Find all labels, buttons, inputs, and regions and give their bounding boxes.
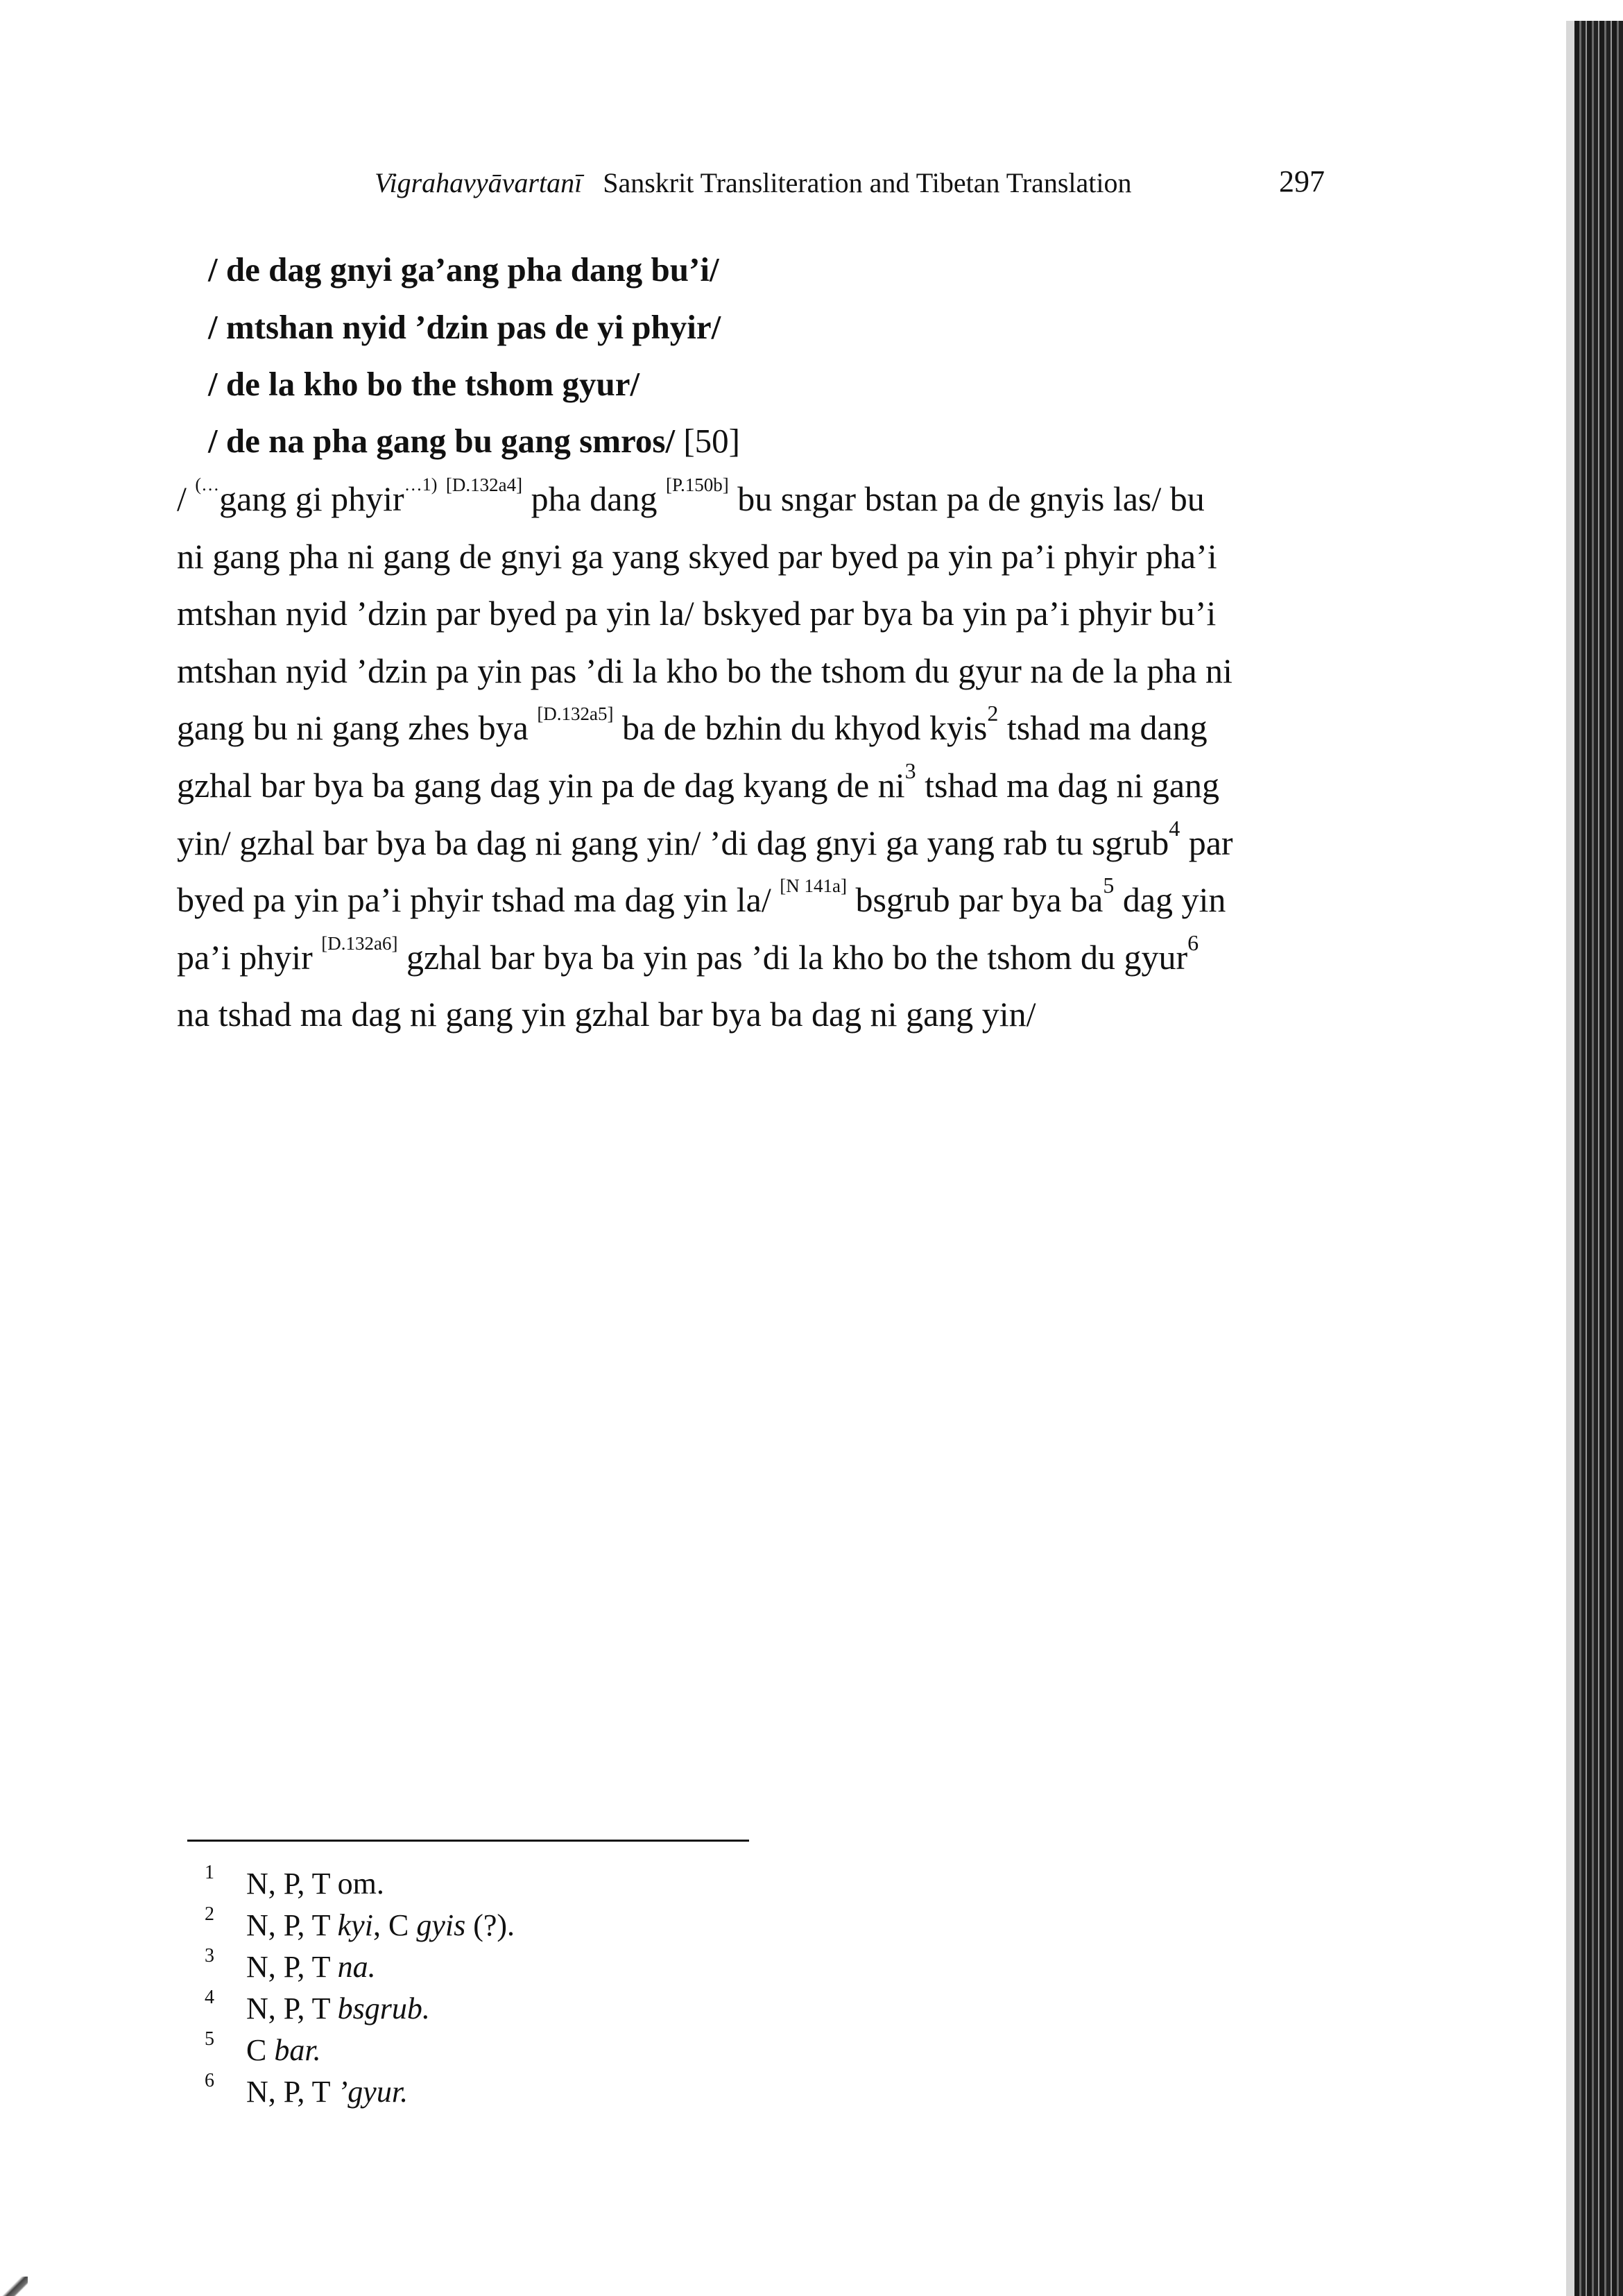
footnote-text: N, P, T	[246, 1991, 338, 2025]
footnote-text: N, P, T	[246, 1908, 338, 1942]
text: par	[1180, 823, 1233, 862]
verse-line-2: / mtshan nyid ’dzin pas de yi phyir/	[208, 308, 721, 346]
folio-marker: [D.132a6]	[321, 933, 398, 954]
commentary-line-9	[177, 930, 1387, 977]
commentary-line-4: mtshan nyid ’dzin pa yin pas ’di la kho bo the tshom du gyur na de la pha ni	[177, 651, 1233, 690]
footnote-text: N, P, T	[246, 1950, 338, 1984]
footnote-ref[interactable]: 6	[1187, 930, 1199, 955]
footnote-number: 3	[205, 1945, 214, 1967]
footnote-text: (?).	[465, 1908, 515, 1942]
folio-marker: [D.132a5]	[537, 703, 614, 724]
footnote-number: 5	[205, 2028, 214, 2050]
commentary-line-2: ni gang pha ni gang de gnyi ga yang skyed par byed pa yin pa’i phyir pha’i	[177, 537, 1217, 576]
footnote-1	[205, 1862, 384, 1901]
text: pha dang	[522, 479, 666, 518]
footnote-text: N, P, T	[246, 2075, 338, 2109]
footnote-6	[205, 2070, 409, 2109]
text: bu sngar bstan pa de gnyis las/ bu	[728, 479, 1205, 518]
footnote-variant: kyi	[337, 1908, 373, 1942]
footnote-ref[interactable]: 4	[1169, 816, 1180, 841]
footnote-text: C	[246, 2033, 275, 2067]
text: byed pa yin pa’i phyir tshad ma dag yin la/	[177, 880, 780, 919]
text: bsgrub par bya ba	[846, 880, 1104, 919]
book-binding-edge	[1574, 21, 1623, 2296]
bracket-open: (…	[195, 474, 220, 495]
text: gzhal bar bya ba yin pas ’di la kho bo the tshom du gyur	[397, 938, 1188, 977]
footnote-number: 1	[205, 1862, 214, 1883]
verse-line-4	[208, 421, 740, 461]
header-title: Vigrahavyāvartanī	[375, 167, 583, 198]
folio-marker: [D.132a4]	[445, 474, 523, 495]
text: ba de bzhin du khyod kyis	[613, 708, 988, 747]
page-number: 297	[1279, 164, 1325, 198]
footnote-5	[205, 2028, 321, 2068]
text: gang bu ni gang zhes bya	[177, 708, 538, 747]
footnote-variant: ’gyur.	[337, 2075, 409, 2109]
text: tshad ma dag ni gang	[916, 766, 1220, 805]
scan-artifact	[0, 2277, 28, 2296]
verse-number: [50]	[683, 422, 740, 460]
text: yin/ gzhal bar bya ba dag ni gang yin/ ’di dag gnyi ga yang rab tu sgrub	[177, 823, 1169, 862]
page-edge-shadow	[1566, 21, 1574, 2296]
footnote-variant: gyis	[416, 1908, 466, 1942]
commentary-line-10: na tshad ma dag ni gang yin gzhal bar bya ba dag ni gang yin/	[177, 995, 1036, 1034]
footnote-3	[205, 1945, 376, 1985]
footnote-divider	[187, 1840, 749, 1842]
commentary-line-6	[177, 758, 1387, 805]
footnote-variant: bsgrub.	[337, 1991, 430, 2025]
folio-marker: [P.150b]	[666, 474, 729, 495]
bracket-close: …1)	[404, 474, 438, 495]
footnote-ref[interactable]: 3	[904, 758, 916, 783]
footnote-ref[interactable]: 2	[987, 701, 999, 726]
folio-marker: [N 141a]	[780, 875, 847, 896]
verse-line-1: / de dag gnyi ga’ang pha dang bu’i/	[208, 250, 719, 289]
text: /	[177, 479, 196, 518]
text: pa’i phyir	[177, 938, 322, 977]
footnote-4	[205, 1987, 430, 2026]
text: dag yin	[1114, 880, 1226, 919]
text: gzhal bar bya ba gang dag yin pa de dag kyang de ni	[177, 766, 905, 805]
running-header	[375, 166, 1325, 199]
text: tshad ma dang	[998, 708, 1208, 747]
footnote-number: 2	[205, 1903, 214, 1925]
footnote-ref[interactable]: 5	[1103, 873, 1115, 898]
footnote-2	[205, 1903, 515, 1943]
header-subtitle: Sanskrit Transliteration and Tibetan Translation	[603, 167, 1132, 198]
commentary-line-5	[177, 701, 1387, 748]
verse-line-4-text: / de na pha gang bu gang smros/	[208, 422, 676, 460]
footnote-variant: na.	[337, 1950, 376, 1984]
commentary-line-1	[177, 474, 1387, 519]
footnote-variant: bar.	[274, 2033, 321, 2067]
footnote-number: 6	[205, 2070, 214, 2091]
commentary-line-7	[177, 816, 1387, 863]
text: gang gi phyir	[219, 479, 404, 518]
verse-line-3: / de la kho bo the tshom gyur/	[208, 365, 640, 403]
commentary-line-3: mtshan nyid ’dzin par byed pa yin la/ bskyed par bya ba yin pa’i phyir bu’i	[177, 594, 1217, 633]
footnote-number: 4	[205, 1987, 214, 2008]
footnote-text: N, P, T om.	[246, 1867, 384, 1901]
footnote-text: , C	[372, 1908, 417, 1942]
commentary-line-8	[177, 873, 1387, 920]
